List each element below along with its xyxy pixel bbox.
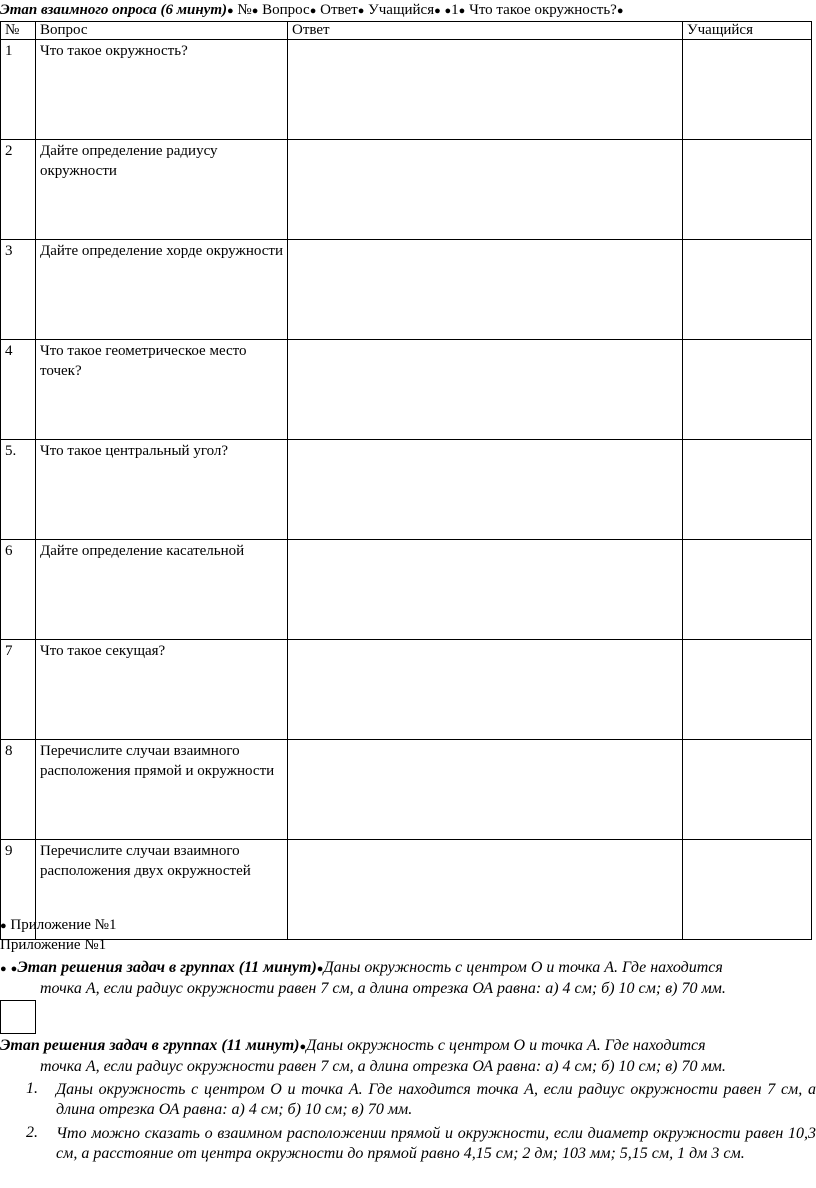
bullet-icon: ● [299, 1041, 307, 1053]
header-student: Учащийся [368, 2, 435, 18]
student-cell[interactable] [683, 640, 812, 740]
row-number: 8 [1, 740, 36, 840]
header-line [0, 2, 816, 19]
table-row [1, 440, 812, 540]
stage2-heading-bulleted [0, 959, 816, 977]
column-header-no: № [1, 22, 36, 40]
task-number: 1. [26, 1080, 38, 1097]
answer-cell[interactable] [288, 540, 683, 640]
question-cell: Что такое геометрическое место точек? [36, 340, 288, 440]
task-text: Даны окружность с центром О и точка А. Где находится точка А, если радиус окружности равен 7 см, а длина отрезка ОА равна: а) 4 см; б) 10 см; в) 70 мм. [56, 1081, 816, 1118]
stage2-text: Даны окружность с центром О и точка А. Где находится [323, 959, 723, 976]
header-first-num: 1 [451, 2, 459, 18]
student-cell[interactable] [683, 540, 812, 640]
image-placeholder-box [0, 1000, 36, 1034]
header-question: Вопрос [262, 2, 310, 18]
student-cell[interactable] [683, 240, 812, 340]
header-answer: Ответ [320, 2, 358, 18]
appendix-label: Приложение №1 [10, 917, 117, 933]
row-number: 9 [1, 840, 36, 940]
question-cell: Что такое секущая? [36, 640, 288, 740]
answer-cell[interactable] [288, 140, 683, 240]
stage2-text-continued: точка А, если радиус окружности равен 7 см, а длина отрезка ОА равна: а) 4 см; б) 10 см; в) 70 мм. [40, 1058, 726, 1075]
student-cell[interactable] [683, 340, 812, 440]
bullet-icon: ● [458, 5, 466, 17]
column-header-question: Вопрос [36, 22, 288, 40]
answer-cell[interactable] [288, 740, 683, 840]
question-cell: Перечислите случаи взаимного расположения двух окружностей [36, 840, 288, 940]
table-row [1, 740, 812, 840]
table-row [1, 540, 812, 640]
answer-cell[interactable] [288, 840, 683, 940]
row-number: 4 [1, 340, 36, 440]
question-cell: Перечислите случаи взаимного расположения прямой и окружности [36, 740, 288, 840]
column-header-student: Учащийся [683, 22, 812, 40]
question-cell: Что такое центральный угол? [36, 440, 288, 540]
stage2-title: Этап решения задач в группах (11 минут) [17, 959, 317, 976]
table-row [1, 840, 812, 940]
survey-table [0, 21, 812, 940]
row-number: 5. [1, 440, 36, 540]
bullet-icon: ● [357, 5, 365, 17]
appendix-bullet-line [0, 917, 116, 934]
table-row [1, 40, 812, 140]
answer-cell[interactable] [288, 640, 683, 740]
stage-title: Этап взаимного опроса (6 минут) [0, 2, 227, 18]
question-cell: Что такое окружность? [36, 40, 288, 140]
bullet-icon: ● [316, 963, 324, 975]
answer-cell[interactable] [288, 40, 683, 140]
row-number: 1 [1, 40, 36, 140]
stage2-text: Даны окружность с центром О и точка А. Где находится [306, 1037, 706, 1054]
bullet-icon: ● [227, 5, 234, 17]
bullet-icon: ● [444, 5, 452, 17]
row-number: 7 [1, 640, 36, 740]
answer-cell[interactable] [288, 440, 683, 540]
bullet-icon: ● [0, 963, 7, 975]
bullet-icon: ● [10, 963, 18, 975]
bullet-icon: ● [309, 5, 317, 17]
table-row [1, 340, 812, 440]
student-cell[interactable] [683, 440, 812, 540]
table-row [1, 240, 812, 340]
stage2-heading [0, 1037, 706, 1055]
student-cell[interactable] [683, 740, 812, 840]
task-number: 2. [26, 1124, 38, 1141]
answer-cell[interactable] [288, 340, 683, 440]
header-first-question: Что такое окружность? [469, 2, 617, 18]
stage2-text-continued: точка А, если радиус окружности равен 7 см, а длина отрезка ОА равна: а) 4 см; б) 10 см; в) 70 мм. [40, 980, 726, 997]
student-cell[interactable] [683, 840, 812, 940]
bullet-icon: ● [251, 5, 259, 17]
row-number: 2 [1, 140, 36, 240]
column-header-answer: Ответ [288, 22, 683, 40]
row-number: 3 [1, 240, 36, 340]
question-cell: Дайте определение касательной [36, 540, 288, 640]
answer-cell[interactable] [288, 240, 683, 340]
bullet-icon: ● [0, 920, 7, 932]
question-cell: Дайте определение радиусу окружности [36, 140, 288, 240]
table-row [1, 640, 812, 740]
task-text: Что можно сказать о взаимном расположении прямой и окружности, если диаметр окружности равен 10,3 см, а расстояние от центра окружности до прямой равно 4,15 см; 2 дм; 103 мм; 5,15 см, 1 дм 3 см. [56, 1125, 816, 1162]
appendix-line: Приложение №1 [0, 937, 107, 953]
table-row [1, 140, 812, 240]
table-header-row [1, 22, 812, 40]
header-no: № [237, 2, 252, 18]
row-number: 6 [1, 540, 36, 640]
bullet-icon: ● [616, 5, 624, 17]
question-cell: Дайте определение хорде окружности [36, 240, 288, 340]
stage2-title: Этап решения задач в группах (11 минут) [0, 1037, 300, 1054]
student-cell[interactable] [683, 40, 812, 140]
bullet-icon: ● [434, 5, 441, 17]
student-cell[interactable] [683, 140, 812, 240]
